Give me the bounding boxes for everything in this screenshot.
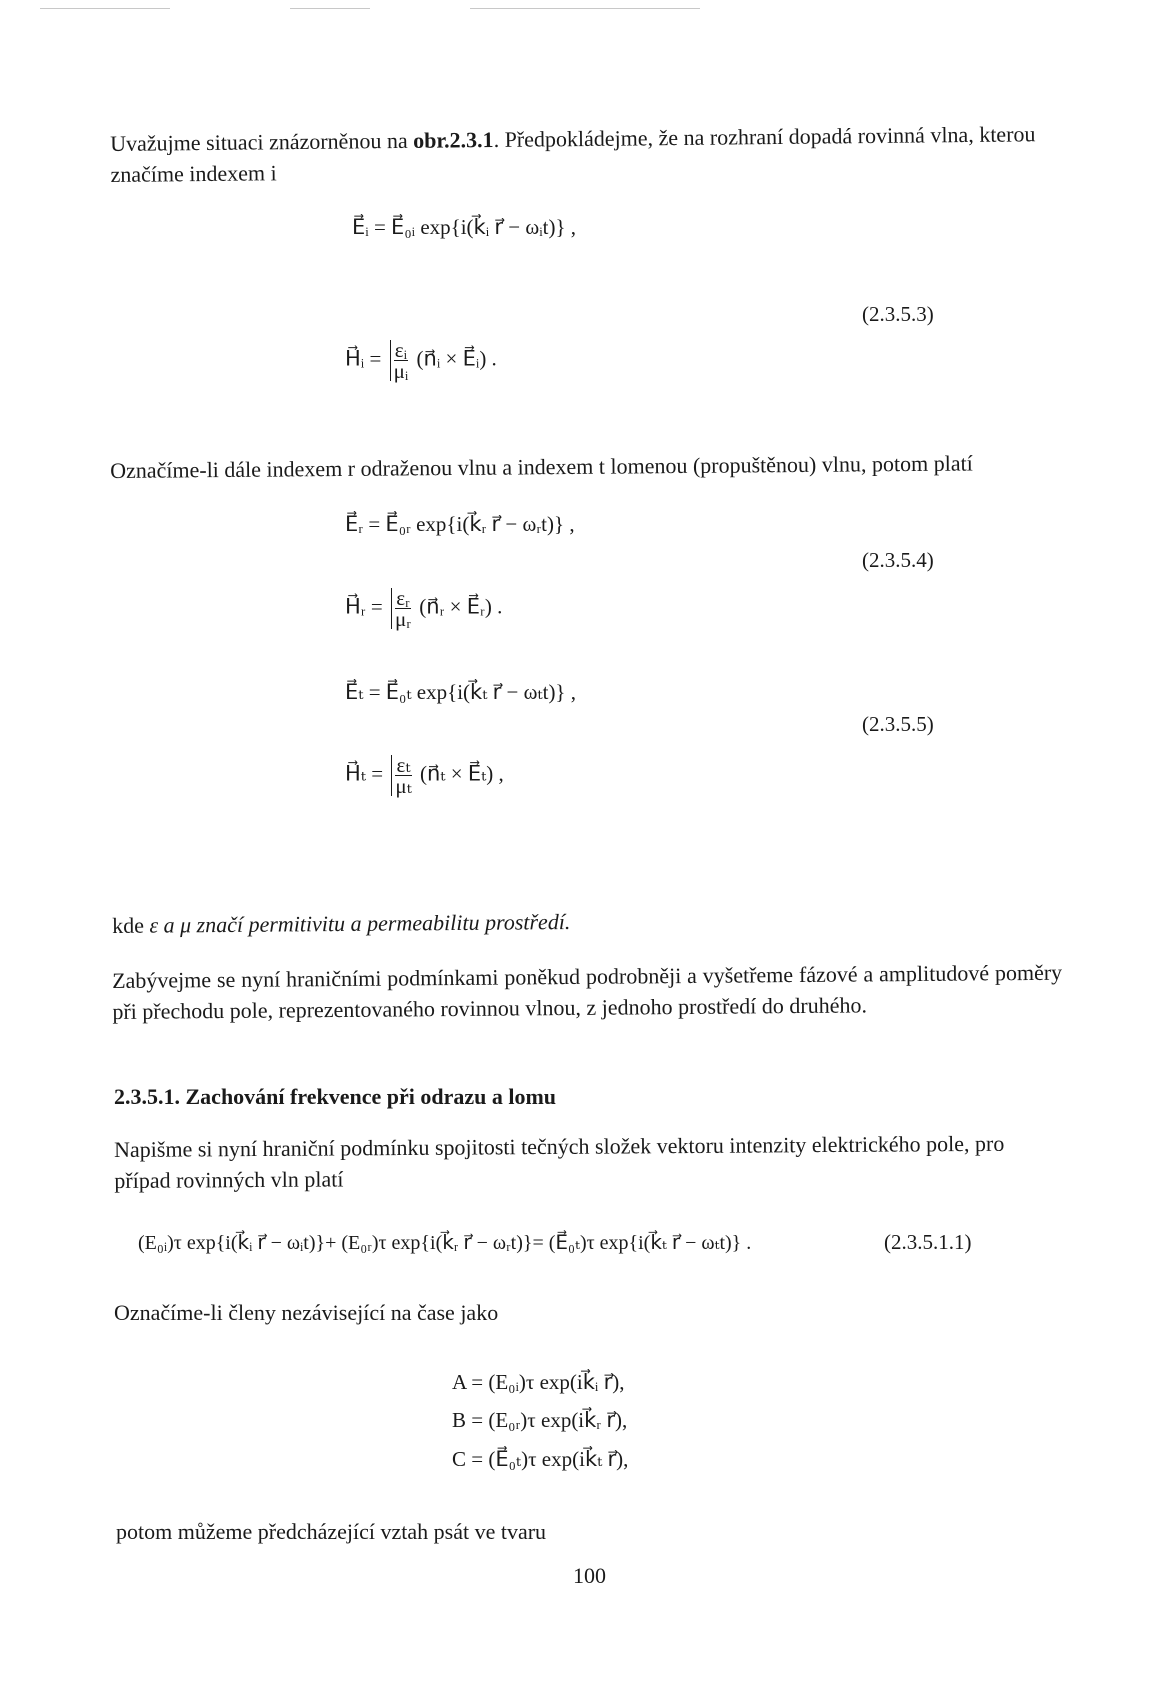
sqrt-fraction <box>390 340 409 381</box>
equation-number: (2.3.5.3) <box>862 302 934 326</box>
equation-number: (2.3.5.4) <box>862 548 934 572</box>
equation-E-transmitted: E⃗ₜ = E⃗₀ₜ exp{i(k⃗ₜ r⃗ − ωₜt)} , <box>345 680 577 704</box>
fraction-numerator: εᵣ <box>396 586 410 610</box>
intro-text: Uvažujme situaci znázorněnou na <box>110 127 408 156</box>
equation-number: (2.3.5.5) <box>862 712 934 736</box>
reflected-transmitted-paragraph: Označíme-li dále indexem r odraženou vlnu a indexem t lomenou (propuštěnou) vlnu, potom platí <box>110 450 973 483</box>
equation-A: A = (E₀ᵢ)τ exp(ik⃗ᵢ r⃗), <box>452 1370 625 1394</box>
fraction-numerator: εₜ <box>396 753 411 777</box>
equation-rhs: (n⃗ᵢ × E⃗ᵢ) . <box>416 346 497 371</box>
equation-lhs: H⃗ₜ = <box>345 761 384 786</box>
equation-H-incident <box>345 340 497 381</box>
figure-reference: obr.2.3.1 <box>412 126 494 153</box>
time-independent-terms-paragraph: Označíme-li členy nezávisející na čase jako <box>114 1300 499 1325</box>
scan-artifact-line <box>470 8 700 9</box>
tangential-condition-paragraph: Napišme si nyní hraniční podmínku spojitosti tečných složek vektoru intenzity elektrického pole, pro případ rovinných vln platí <box>114 1130 1005 1193</box>
page-number: 100 <box>573 1563 606 1588</box>
fraction-denominator: μᵢ <box>393 359 409 383</box>
sqrt-fraction <box>391 588 411 629</box>
note-italic-text: ε a μ značí permitivitu a permeabilitu prostředí. <box>149 909 571 938</box>
equation-number: (2.3.5.1.1) <box>884 1230 972 1254</box>
scan-artifact-line <box>40 8 170 9</box>
boundary-conditions-paragraph: Zabývejme se nyní hraničními podmínkami poněkud podrobněji a vyšetřeme fázové a amplitudové poměry při přechodu pole, reprezentovaného rovinnou vlnou, z jednoho prostředí do druhého. <box>112 959 1063 1024</box>
note-prefix: kde <box>112 912 150 938</box>
equation-rhs: (n⃗ₜ × E⃗ₜ) , <box>420 761 504 786</box>
equation-H-transmitted <box>345 755 504 796</box>
sqrt-fraction <box>391 755 411 796</box>
fraction-denominator: μᵣ <box>394 607 412 631</box>
equation-H-reflected <box>345 588 502 629</box>
closing-paragraph: potom můžeme předcházející vztah psát ve tvaru <box>116 1519 547 1544</box>
equation-lhs: H⃗ᵣ = <box>345 594 383 619</box>
fraction-denominator: μₜ <box>395 774 412 798</box>
equation-B: B = (E₀ᵣ)τ exp(ik⃗ᵣ r⃗), <box>452 1408 628 1432</box>
scan-artifact-line <box>290 8 370 9</box>
equation-rhs: (n⃗ᵣ × E⃗ᵣ) . <box>419 594 503 619</box>
intro-text-cont: . Předpokládejme, že na rozhraní dopadá rovinná vlna, kterou značíme indexem i <box>110 121 1036 187</box>
equation-lhs: H⃗ᵢ = <box>345 346 382 371</box>
equation-E-reflected: E⃗ᵣ = E⃗₀ᵣ exp{i(k⃗ᵣ r⃗ − ωᵣt)} , <box>345 512 575 536</box>
symbols-note <box>112 902 1052 941</box>
fraction-numerator: εᵢ <box>394 338 408 362</box>
intro-paragraph <box>110 118 1051 190</box>
section-heading: 2.3.5.1. Zachování frekvence při odrazu a lomu <box>114 1084 557 1109</box>
equation-boundary-condition: (E₀ᵢ)τ exp{i(k⃗ᵢ r⃗ − ωᵢt)}+ (E₀ᵣ)τ exp{i(k⃗ᵣ r⃗ − ωᵣt)}= (E⃗₀ₜ)τ exp{i(k⃗ₜ r⃗ − ωₜt)} . <box>138 1232 752 1254</box>
equation-E-incident: E⃗ᵢ = E⃗₀ᵢ exp{i(k⃗ᵢ r⃗ − ωᵢt)} , <box>352 215 577 239</box>
equation-C: C = (E⃗₀ₜ)τ exp(ik⃗ₜ r⃗), <box>452 1447 629 1471</box>
